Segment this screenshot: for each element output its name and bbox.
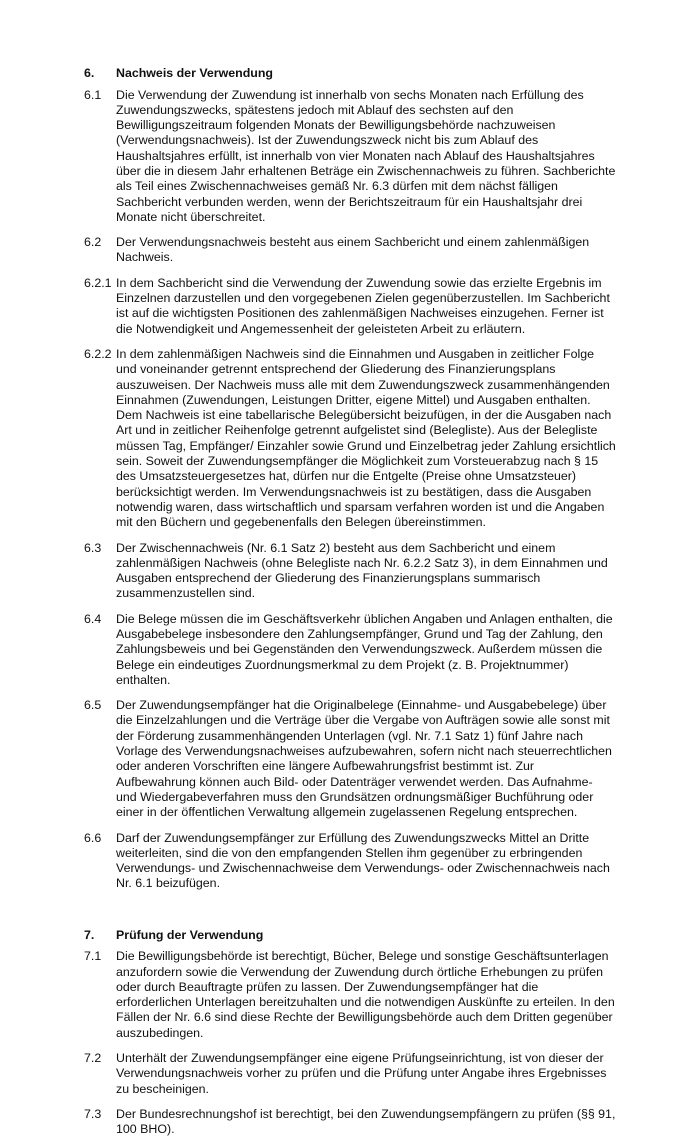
clause-number: 6.4 — [84, 611, 102, 626]
clause-text: Die Belege müssen die im Geschäftsverkehr üblichen Angaben und Anlagen enthalten, die Ausgabebelege insbesondere den Zahlungsempfänger, Grund und Tag der Zahlung, den Zahlungsbeweis und bei Gegenständen den Verwendungszweck. Außerdem müssen die Belege ein eindeutiges Zuordnungsmerkmal zu dem Projekt (z. B. Projektnummer) enthalten. — [116, 611, 613, 687]
clause-text: Unterhält der Zuwendungsempfänger eine eigene Prüfungseinrichtung, ist von dieser der Verwendungsnachweis vorher zu prüfen und die Prüfung unter Angabe ihres Ergebnisses zu bescheinigen. — [116, 1051, 607, 1096]
clause-text: In dem Sachbericht sind die Verwendung der Zuwendung sowie das erzielte Ergebnis im Einzelnen darzustellen und den vorgegebenen Zielen gegenüberzustellen. Im Sachbericht ist auf die wichtigsten Positionen des zahlenmäßigen Nachweises einzugehen. Ferner ist die Notwendigkeit und Angemessenheit der geleisteten Arbeit zu erläutern. — [116, 275, 610, 336]
section-number: 7. — [84, 927, 95, 942]
section-title: Prüfung der Verwendung — [116, 927, 264, 942]
clause-number: 7.3 — [84, 1106, 102, 1121]
clause-text: Der Zwischennachweis (Nr. 6.1 Satz 2) besteht aus dem Sachbericht und einem zahlenmäßigen Nachweis (ohne Belegliste nach Nr. 6.2.2 Satz 3), in dem Einnahmen und Ausgaben entsprechend der Gliederung des Finanzierungsplans summarisch zusammenzustellen sind. — [116, 540, 608, 601]
clause-number: 6.2 — [84, 235, 102, 250]
clause-text: Der Verwendungsnachweis besteht aus einem Sachbericht und einem zahlenmäßigen Nachweis. — [116, 235, 590, 265]
section-title: Nachweis der Verwendung — [116, 66, 273, 80]
clause-number: 6.2.2 — [84, 346, 112, 361]
clause-7-1 — [84, 949, 616, 1041]
clause-7-3 — [84, 1107, 616, 1138]
clause-text: Die Bewilligungsbehörde ist berechtigt, Bücher, Belege und sonstige Geschäftsunterlagen anzufordern sowie die Verwendung der Zuwendung durch örtliche Erhebungen zu prüfen oder durch Beauftragte prüfen zu lassen. Der Zuwendungsempfänger hat die erforderlichen Unterlagen bereitzuhalten und die notwendigen Auskünfte zu erteilen. In den Fällen der Nr. 6.6 sind diese Rechte der Bewilligungsbehörde auch dem Dritten gegenüber auszubedingen. — [116, 949, 615, 1040]
clause-6-2 — [84, 235, 616, 266]
clause-text: Der Bundesrechnungshof ist berechtigt, bei den Zuwendungsempfängern zu prüfen (§§ 91, 100 BHO). — [116, 1106, 616, 1137]
clause-number: 6.1 — [84, 87, 102, 102]
clause-text: Der Zuwendungsempfänger hat die Originalbelege (Einnahme- und Ausgabebelege) über die Einzelzahlungen und die Verträge über die Vergabe von Aufträgen sowie alle sonst mit der Förderung zusammenhängenden Unterlagen (vgl. Nr. 7.1 Satz 1) fünf Jahre nach Vorlage des Verwendungsnachweises aufzubewahren, sofern nicht nach steuerrechtlichen oder anderen Vorschriften eine längere Aufbewahrungsfrist bestimmt ist. Zur Aufbewahrung können auch Bild- oder Datenträger verwendet werden. Das Aufnahme- und Wiedergabeverfahren muss den Grundsätzen ordnungsmäßiger Buchführung oder einer in der öffentlichen Verwaltung allgemein zugelassenen Regelung entsprechen. — [116, 698, 612, 820]
clause-number: 6.5 — [84, 698, 102, 713]
clause-text: Darf der Zuwendungsempfänger zur Erfüllung des Zuwendungszwecks Mittel an Dritte weiterleiten, sind die von den empfangenden Stellen ihm gegenüber zu erbringenden Verwendungs- und Zwischennachweise dem Verwendungs- oder Zwischennachweis nach Nr. 6.1 beizufügen. — [116, 830, 610, 891]
clause-6-2-2 — [84, 347, 616, 531]
clause-text: Die Verwendung der Zuwendung ist innerhalb von sechs Monaten nach Erfüllung des Zuwendungszwecks, spätestens jedoch mit Ablauf des sechsten auf den Bewilligungszeitraum folgenden Monats der Bewilligungsbehörde nachzuweisen (Verwendungsnachweis). Ist der Zuwendungszweck nicht bis zum Ablauf des Haushaltsjahres erfüllt, ist innerhalb von vier Monaten nach Ablauf des Haushaltsjahres über die in diesem Jahr erhaltenen Beträge ein Zwischennachweis zu führen. Sachberichte als Teil eines Zwischennachweises gemäß Nr. 6.3 dürfen mit dem nächst fälligen Sachbericht verbunden werden, wenn der Berichtszeitraum für ein Haushaltsjahr drei Monate nicht überschreitet. — [116, 87, 616, 224]
clause-text: In dem zahlenmäßigen Nachweis sind die Einnahmen und Ausgaben in zeitlicher Folge und voneinander getrennt entsprechend der Gliederung des Finanzierungsplans auszuweisen. Der Nachweis muss alle mit dem Zuwendungszweck zusammenhängenden Einnahmen (Zuwendungen, Leistungen Dritter, eigene Mittel) und Ausgaben enthalten. Dem Nachweis ist eine tabellarische Belegübersicht beizufügen, in der die Ausgaben nach Art und in zeitlicher Reihenfolge getrennt aufgelistet sind (Belegliste). Aus der Belegliste müssen Tag, Empfänger/ Einzahler sowie Grund und Einzelbetrag jeder Zahlung ersichtlich sein. Soweit der Zuwendungsempfänger die Möglichkeit zum Vorsteuerabzug nach § 15 des Umsatzsteuergesetzes hat, dürfen nur die Entgelte (Preise ohne Umsatzsteuer) berücksichtigt werden. Im Verwendungsnachweis ist zu bestätigen, dass die Ausgaben notwendig waren, dass wirtschaftlich und sparsam verfahren worden ist und die Angaben mit den Büchern und gegebenenfalls den Belegen übereinstimmen. — [116, 346, 616, 530]
clause-6-5 — [84, 698, 616, 820]
clause-number: 7.2 — [84, 1051, 102, 1066]
clause-number: 6.6 — [84, 830, 102, 845]
clause-number: 6.3 — [84, 540, 102, 555]
clause-7-2 — [84, 1051, 616, 1097]
clause-number: 6.2.1 — [84, 275, 112, 290]
clause-number: 7.1 — [84, 949, 102, 964]
clause-6-6 — [84, 831, 616, 892]
clause-6-4 — [84, 612, 616, 688]
section-6-heading — [84, 66, 616, 82]
clause-6-2-1 — [84, 276, 616, 337]
section-number: 6. — [84, 66, 95, 80]
section-7-heading — [84, 928, 616, 944]
clause-6-3 — [84, 541, 616, 602]
clause-6-1 — [84, 88, 616, 226]
